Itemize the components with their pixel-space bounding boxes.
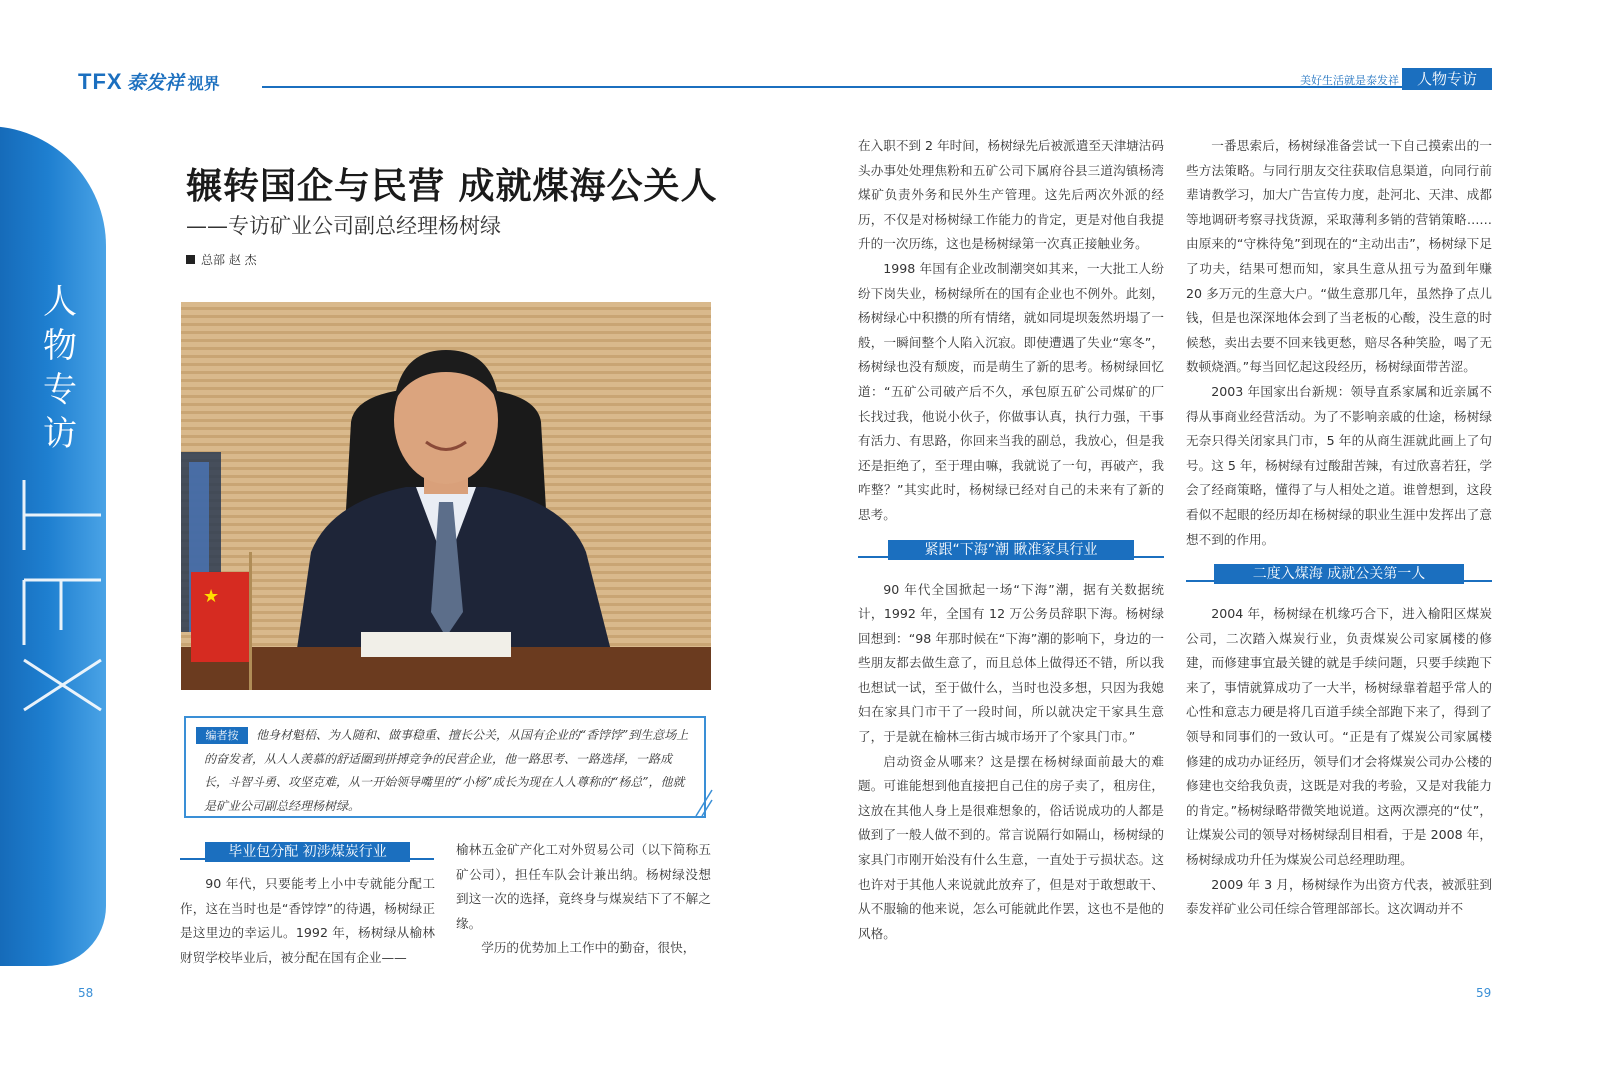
col2-paragraph-1: 榆林五金矿产化工对外贸易公司（以下简称五矿公司），担任车队会计兼出纳。杨树绿没想到这一次的选择，竟终身与煤炭结下了不解之缘。 bbox=[456, 842, 711, 931]
logo-sub: 视界 bbox=[187, 74, 220, 93]
col4-paragraph-3: 2004 年，杨树绿在机缘巧合下，进入榆阳区煤炭公司，二次踏入煤炭行业，负责煤炭公司家属楼的修建，而修建事宜最关键的就是手续问题，只要手续跑下来了，事情就算成功了一大半，杨树绿靠着超乎常人的心性和意志力硬是将几百道手续全部跑下来了，得到了领导和同事们的一致认可。“正是有了煤炭公司家属楼修建的成功办证经历，领导们才会将煤炭公司办公楼的修建也交给我负责，这既是对我的考验，又是对我能力的肯定。”杨树绿略带微笑地说道。这两次漂亮的“仗”，让煤炭公司的领导对杨树绿刮目相看，于是 2008 年，杨树绿成功升任为煤炭公司总经理助理。 bbox=[1186, 606, 1492, 868]
svg-text:★: ★ bbox=[203, 586, 220, 607]
section-tag: 人物专访 bbox=[1402, 68, 1492, 90]
logo-brand: 泰发祥 bbox=[126, 72, 184, 94]
page-number-left: 58 bbox=[78, 986, 94, 1000]
col4-paragraph-2: 2003 年国家出台新规：领导直系家属和近亲属不得从事商业经营活动。为了不影响亲戚的仕途，杨树绿无奈只得关闭家具门市，5 年的从商生涯就此画上了句号。这 5 年，杨树绿有过酸甜苦辣，有过欣喜若狂，学会了经商策略，懂得了与人相处之道。谁曾想到，这段看似不起眼的经历却在杨树绿的职业生涯中发挥出了意想不到的作用。 bbox=[1186, 383, 1492, 547]
editor-note-text: 他身材魁梧、为人随和、做事稳重、擅长公关，从国有企业的“香饽饽”到生意场上的奋发者，从人人羡慕的舒适圈到拼搏竞争的民营企业，他一路思考、一路选择，一路成长，斗智斗勇、攻坚克难，从一开始领导嘴里的“小杨”成长为现在人人尊称的“杨总”，他就是矿业公司副总经理杨树绿。 bbox=[204, 728, 689, 813]
article-subtitle: ——专访矿业公司副总经理杨树绿 bbox=[186, 214, 501, 238]
col2-paragraph-2: 学历的优势加上工作中的勤奋，很快， bbox=[481, 940, 696, 956]
section2-heading: 紧跟“下海”潮 瞅准家具行业 bbox=[888, 540, 1134, 560]
section1-heading: 毕业包分配 初涉煤炭行业 bbox=[205, 842, 410, 862]
header-rule bbox=[262, 86, 1402, 88]
logo-tfx: TFX bbox=[78, 69, 123, 94]
column-1 bbox=[180, 872, 435, 970]
byline bbox=[186, 251, 257, 268]
section3-heading: 二度入煤海 成就公关第一人 bbox=[1214, 564, 1464, 584]
col3-paragraph-1: 在入职不到 2 年时间，杨树绿先后被派遣至天津塘沽码头办事处处理焦粉和五矿公司下属府谷县三道沟镇杨湾煤矿负责外务和民外生产管理。这先后两次外派的经历，不仅是对杨树绿工作能力的肯定，更是对他自我提升的一次历练，这也是杨树绿第一次真正接触业务。 bbox=[858, 138, 1164, 252]
section3-head bbox=[1186, 560, 1492, 596]
page-number-right: 59 bbox=[1476, 986, 1492, 1000]
col3-paragraph-3: 90 年代全国掀起一场“下海”潮，据有关数据统计，1992 年，全国有 12 万公务员辞职下海。杨树绿回想到：“98 年那时候在“下海”潮的影响下，身边的一些朋友都去做生意了，而且总体上做得还不错，所以我也想试一试，至于做什么，当时也没多想，只因为我媳妇在家具门市干了一段时间，所以就决定干家具生意了，于是就在榆林三街古城市场开了个家具门市。” bbox=[858, 581, 1164, 745]
note-corner-decoration bbox=[694, 788, 714, 818]
col3-paragraph-2: 1998 年国有企业改制潮突如其来，一大批工人纷纷下岗失业，杨树绿所在的国有企业也不例外。此刻，杨树绿心中积攒的所有情绪，就如同堤坝轰然坍塌了一般，一瞬间整个人陷入沉寂。即使遭遇了失业“寒冬”，杨树绿也没有颓废，而是萌生了新的思考。杨树绿回忆道：“五矿公司破产后不久，承包原五矿公司煤矿的厂长找过我，他说小伙子，你做事认真，执行力强，干事有活力、有思路，你回来当我的副总，我放心，但是我还是拒绝了，至于理由嘛，我就说了一句，再破产，我咋整？”其实此时，杨树绿已经对自己的未来有了新的思考。 bbox=[858, 260, 1164, 522]
column-2 bbox=[456, 838, 711, 961]
band-vertical-title: 人物专访 bbox=[43, 282, 77, 454]
col4-paragraph-1: 一番思索后，杨树绿准备尝试一下自己摸索出的一些方法策略。与同行朋友交往获取信息渠道，向同行前辈请教学习，加大广告宣传力度，赴河北、天津、成都等地调研考察寻找货源，采取薄利多销的营销策略……由原来的“守株待兔”到现在的“主动出击”，杨树绿下足了功夫，结果可想而知，家具生意从扭亏为盈到年赚 20 多万元的生意大户。“做生意那几年，虽然挣了点儿钱，但是也深深地体会到了当老板的心酸，没生意的时候愁，卖出去要不回来钱更愁，赔尽各种笑脸，喝了无数顿烧酒。”每当回忆起这段经历，杨树绿面带苦涩。 bbox=[1186, 138, 1492, 375]
col1-paragraph-1: 90 年代，只要能考上小中专就能分配工作，这在当时也是“香饽饽”的待遇，杨树绿正是这里边的幸运儿。1992 年，杨树绿从榆林财贸学校毕业后，被分配在国有企业—— bbox=[180, 876, 435, 965]
article-title: 辗转国企与民营 成就煤海公关人 bbox=[186, 166, 718, 207]
editor-note-tag: 编者按 bbox=[196, 727, 248, 744]
band-tfx-outline bbox=[6, 470, 116, 720]
byline-text: 总部 赵 杰 bbox=[201, 253, 257, 267]
column-4 bbox=[1186, 134, 1492, 922]
magazine-logo bbox=[78, 68, 220, 94]
col4-paragraph-4: 2009 年 3 月，杨树绿作为出资方代表，被派驻到泰发祥矿业公司任综合管理部部长。这次调动并不 bbox=[1186, 876, 1492, 917]
header-slogan: 美好生活就是泰发祥 bbox=[1300, 74, 1399, 87]
section2-head bbox=[858, 536, 1164, 572]
col3-paragraph-4: 启动资金从哪来？这是摆在杨树绿面前最大的难题。可谁能想到他直接把自己住的房子卖了，租房住，这放在其他人身上是很难想象的，俗话说成功的人都是做到了一般人做不到的。常言说隔行如隔山，杨树绿的家具门市刚开始没有什么生意，一直处于亏损状态。这也许对于其他人来说就此放弃了，但是对于敢想敢干、从不服输的他来说，怎么可能就此作罢，这也不是他的风格。 bbox=[858, 753, 1164, 941]
portrait-photo bbox=[181, 302, 711, 690]
column-3 bbox=[858, 134, 1164, 946]
byline-bullet-icon bbox=[186, 255, 195, 264]
